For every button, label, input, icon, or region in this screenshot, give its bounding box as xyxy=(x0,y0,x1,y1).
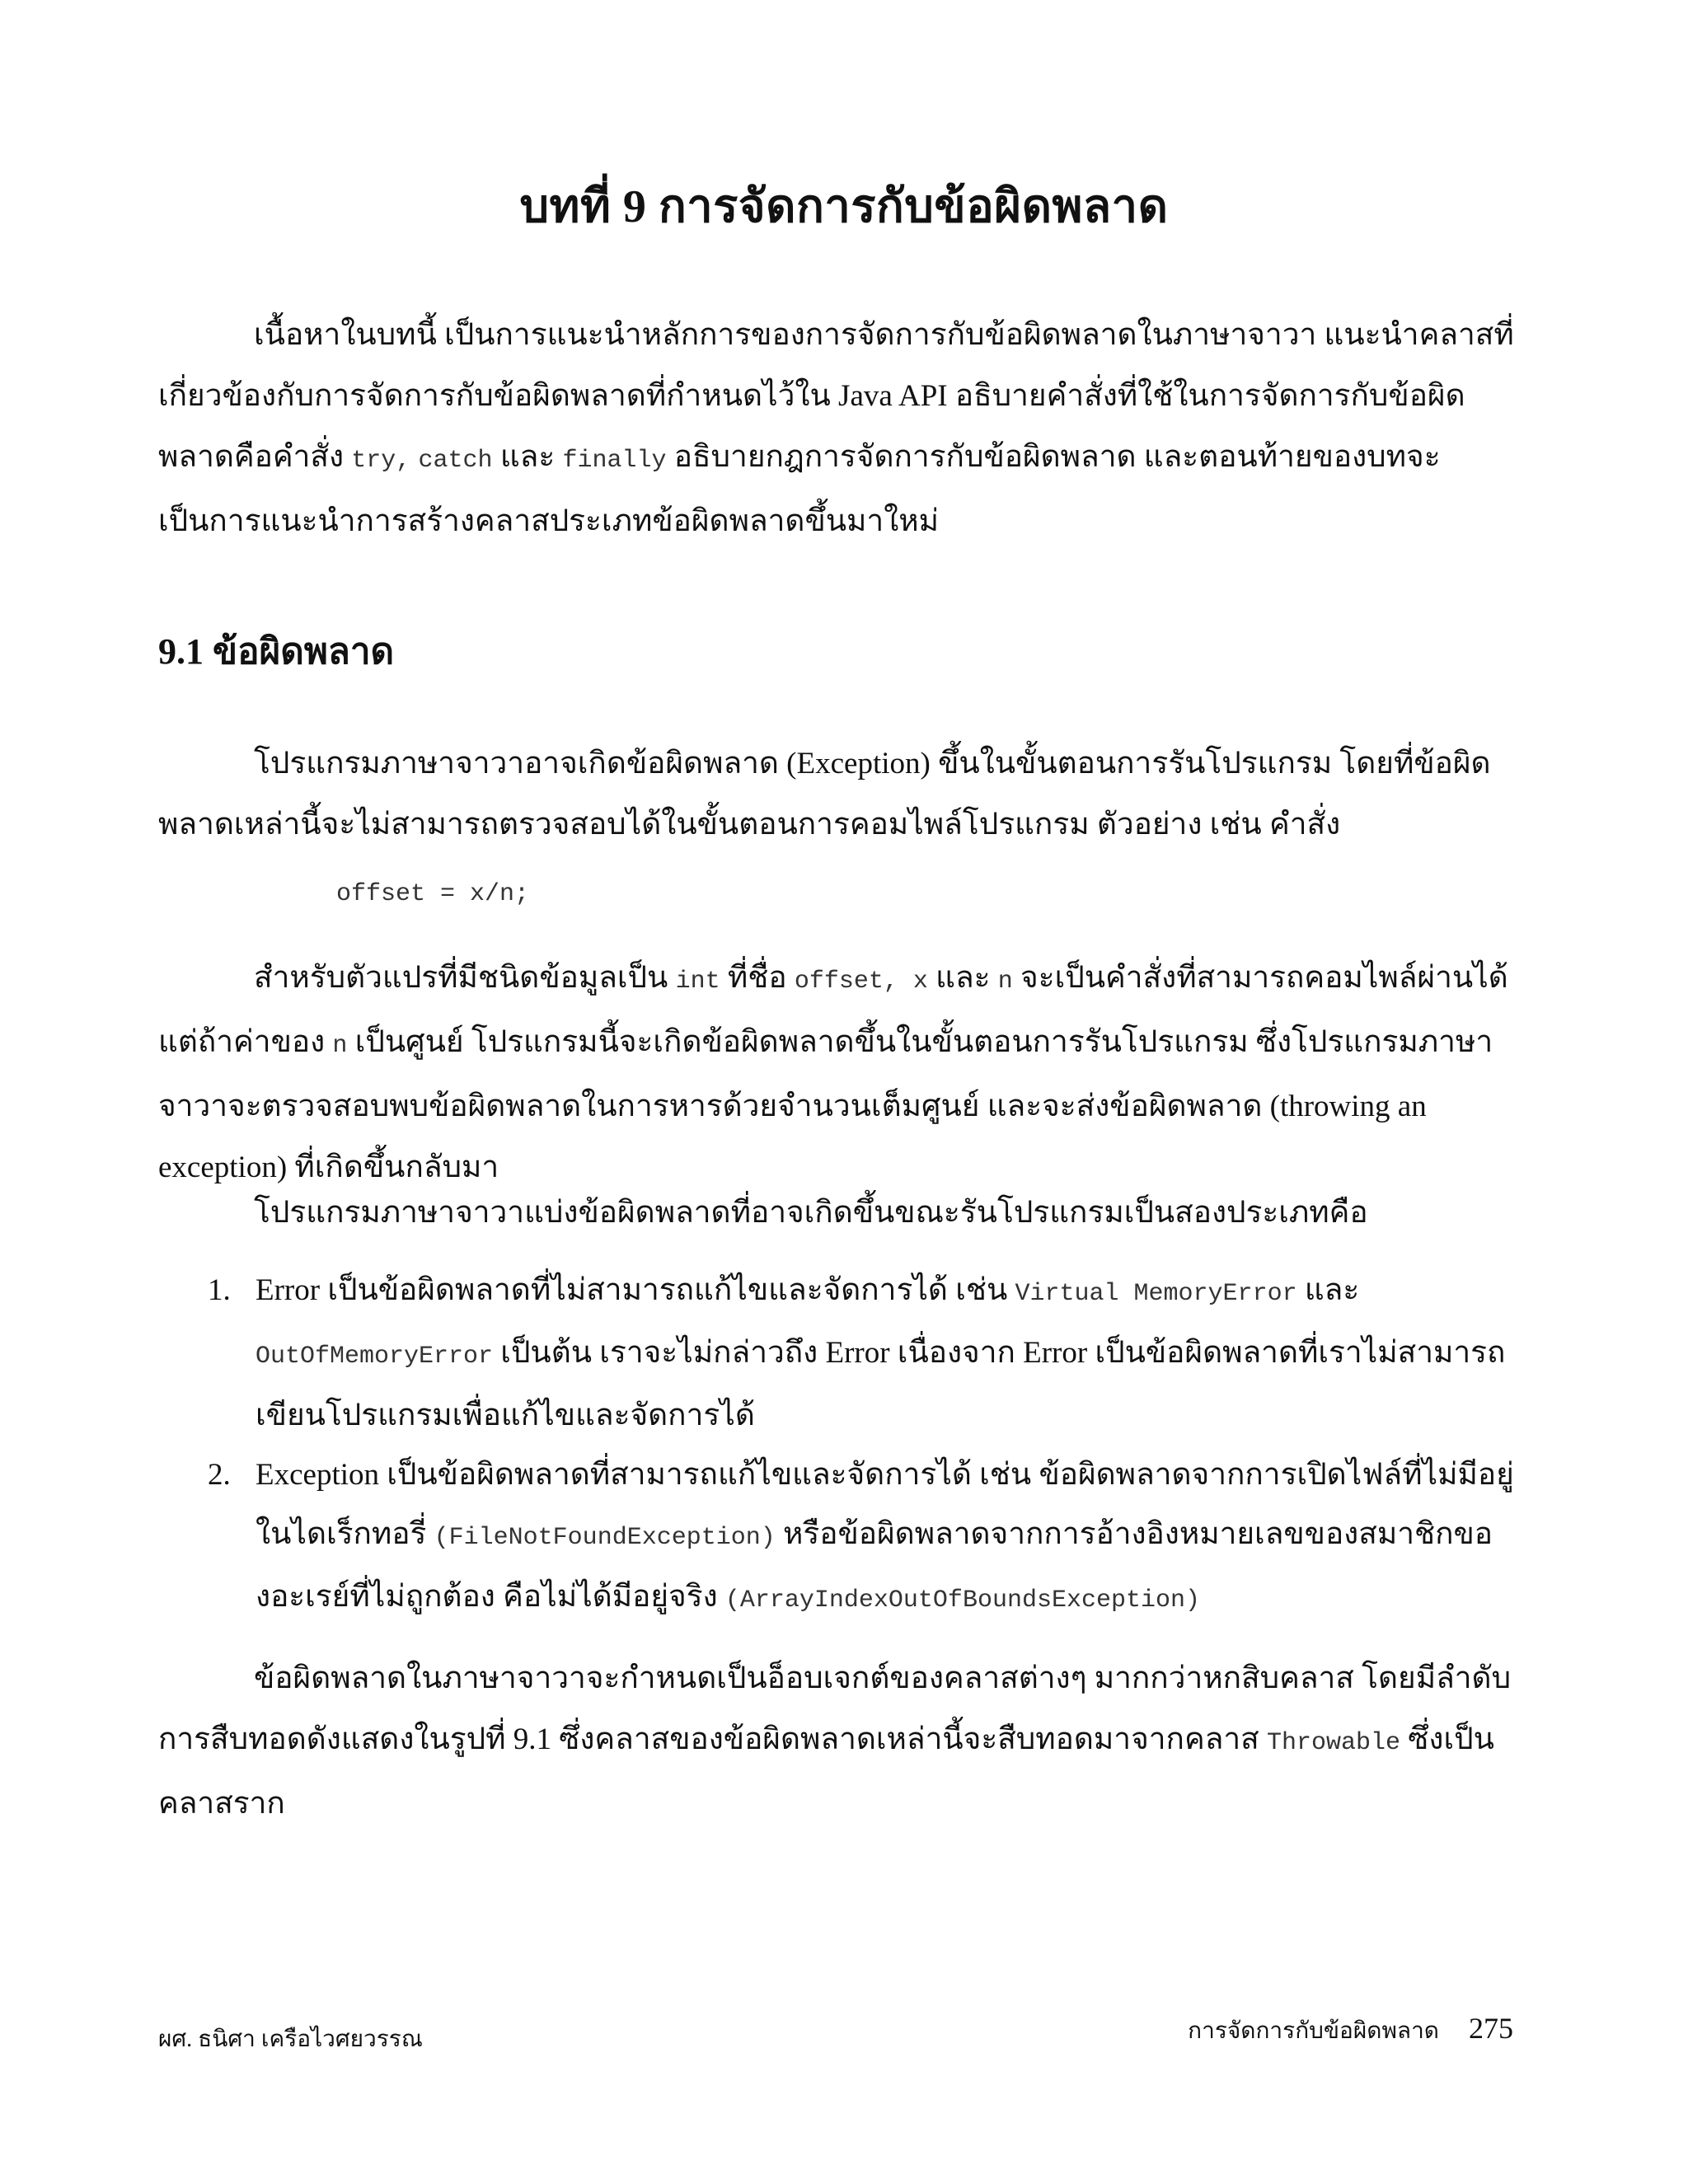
intro-text-2: และ xyxy=(492,440,563,474)
p4-text-2: ซึ่งเป็นคลาสราก xyxy=(158,1722,1494,1821)
code-n: n xyxy=(997,968,1013,996)
exception-types-list xyxy=(158,1261,1526,1630)
code-virtual-memory-error: Virtual MemoryError xyxy=(1015,1280,1297,1308)
chapter-title: บทที่ 9 การจัดการกับข้อผิดพลาด xyxy=(519,181,1169,232)
paragraph-types xyxy=(158,1183,1526,1244)
paragraph-variables xyxy=(158,948,1526,1198)
code-try: try, xyxy=(351,447,411,475)
page-number: 275 xyxy=(1469,2012,1513,2045)
section-heading: 9.1 ข้อผิดพลาด xyxy=(158,631,395,672)
code-finally: finally xyxy=(562,447,667,475)
list-text: Exception เป็นข้อผิดพลาดที่สามารถแก้ไขและจัดการได้ เช่น ข้อผิดพลาดจากการเปิดไฟล์ที่ไม่มีอยู่ในไดเร็กทอรี่ xyxy=(256,1458,1514,1551)
list-item-error xyxy=(158,1261,1526,1446)
p3-text: โปรแกรมภาษาจาวาแบ่งข้อผิดพลาดที่อาจเกิดขึ้นขณะรันโปรแกรมเป็นสองประเภทคือ xyxy=(254,1196,1368,1230)
footer-right xyxy=(1188,2011,1513,2049)
code-int: int xyxy=(675,968,720,996)
list-item-exception xyxy=(158,1446,1526,1630)
code-out-of-memory-error: OutOfMemoryError xyxy=(256,1343,494,1371)
p2-text-3: และ xyxy=(927,961,998,995)
footer-author: ผศ. ธนิศา เครือไวศยวรรณ xyxy=(158,2027,423,2052)
list-text: Error เป็นข้อผิดพลาดที่ไม่สามารถแก้ไขและจัดการได้ เช่น xyxy=(256,1273,1015,1307)
code-catch: catch xyxy=(418,447,493,475)
list-number: 1. xyxy=(208,1273,231,1307)
paragraph-text: โปรแกรมภาษาจาวาอาจเกิดข้อผิดพลาด (Exception) ขึ้นในขั้นตอนการรันโปรแกรม โดยที่ข้อผิดพลาดเหล่านี้จะไม่สามารถตรวจสอบได้ในขั้นตอนการคอมไพล์โปรแกรม ตัวอย่าง เช่น คำสั่ง xyxy=(158,747,1491,841)
code-file-not-found-exception: (FileNotFoundException) xyxy=(434,1524,776,1552)
intro-paragraph xyxy=(158,305,1526,552)
p2-text-5: เป็นศูนย์ โปรแกรมนี้จะเกิดข้อผิดพลาดขึ้นในขั้นตอนการรันโปรแกรม ซึ่งโปรแกรมภาษาจาวาจะตรวจสอบพบข้อผิดพลาดในการหารด้วยจำนวนเต็มศูนย์ และจะส่งข้อผิดพลาด (throwing an exception) ที่เกิดขึ้นกลับมา xyxy=(158,1025,1493,1184)
paragraph-throwable xyxy=(158,1648,1526,1835)
paragraph-exception-intro xyxy=(158,733,1526,855)
p2-text-1: สำหรับตัวแปรที่มีชนิดข้อมูลเป็น xyxy=(254,961,676,995)
footer-chapter-title: การจัดการกับข้อผิดพลาด xyxy=(1188,2018,1439,2044)
code-vars: offset, x xyxy=(794,968,928,996)
code-array-index-exception: (ArrayIndexOutOfBoundsException) xyxy=(724,1586,1200,1615)
p2-text-4: จะเป็นคำสั่งที่สามารถคอมไพล์ผ่านได้ แต่ถ้าค่าของ xyxy=(158,961,1508,1059)
code-example: offset = x/n; xyxy=(336,880,530,908)
intro-text-1: เนื้อหาในบทนี้ เป็นการแนะนำหลักการของการจัดการกับข้อผิดพลาดในภาษาจาวา แนะนำคลาสที่เกี่ยวข้องกับการจัดการกับข้อผิดพลาดที่กำหนดไว้ใน Java API อธิบายคำสั่งที่ใช้ในการจัดการกับข้อผิดพลาดคือคำสั่ง xyxy=(158,318,1514,474)
code-throwable: Throwable xyxy=(1266,1729,1401,1757)
p2-text-2: ที่ชื่อ xyxy=(720,961,795,995)
list-text: และ xyxy=(1296,1273,1360,1307)
p4-text-1: ข้อผิดพลาดในภาษาจาวาจะกำหนดเป็นอ็อบเจกต์ของคลาสต่างๆ มากกว่าหกสิบคลาส โดยมีลำดับการสืบทอดดังแสดงในรูปที่ 9.1 ซึ่งคลาสของข้อผิดพลาดเหล่านี้จะสืบทอดมาจากคลาส xyxy=(158,1661,1512,1756)
list-text: เป็นต้น เราจะไม่กล่าวถึง Error เนื่องจาก Error เป็นข้อผิดพลาดที่เราไม่สามารถเขียนโปรแกรมเพื่อแก้ไขและจัดการได้ xyxy=(256,1336,1506,1432)
list-text: หรือข้อผิดพลาดจากการอ้างอิงหมายเลขของสมาชิกของอะเรย์ที่ไม่ถูกต้อง คือไม่ได้มีอยู่จริง xyxy=(256,1517,1493,1614)
list-number: 2. xyxy=(208,1458,231,1492)
code-n-2: n xyxy=(332,1032,348,1060)
intro-text-3: อธิบายกฎการจัดการกับข้อผิดพลาด และตอนท้ายของบทจะเป็นการแนะนำการสร้างคลาสประเภทข้อผิดพลาดขึ้นมาใหม่ xyxy=(158,440,1441,538)
